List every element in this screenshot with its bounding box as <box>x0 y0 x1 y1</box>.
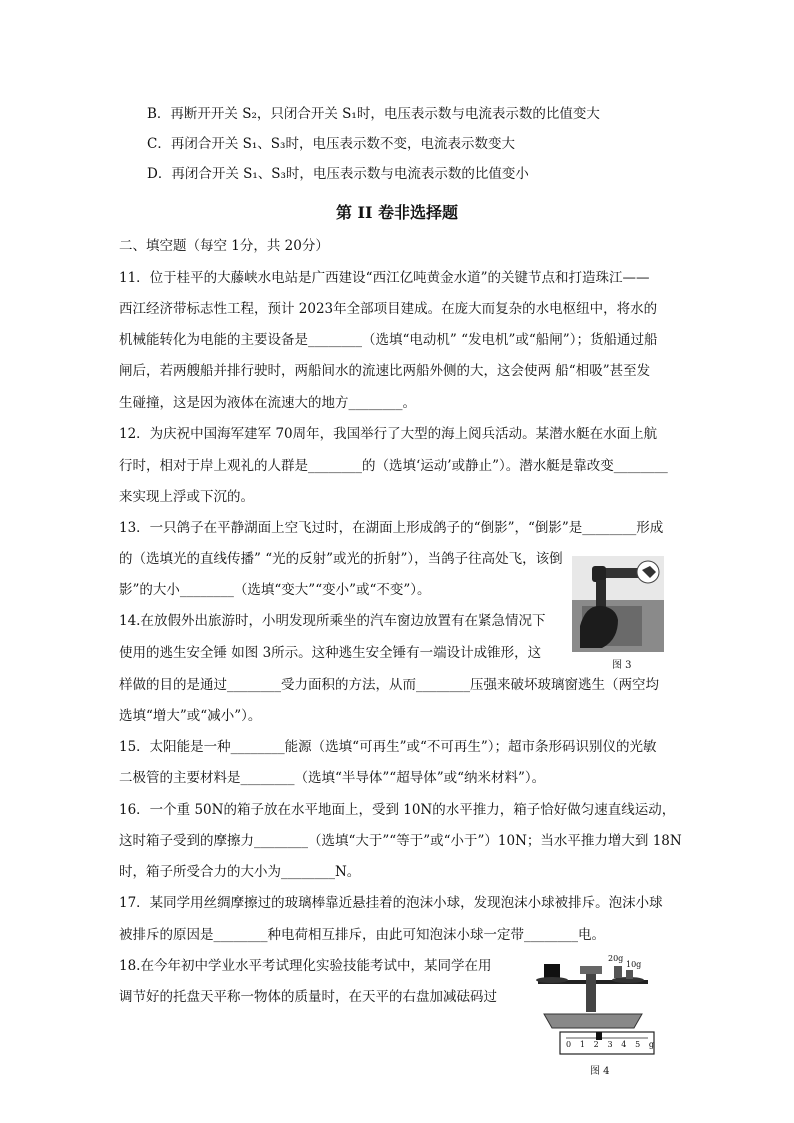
weight-label-20g: 20g <box>608 954 624 963</box>
q15-line-1: 15．太阳能是一种________能源（选填“可再生”或“不可再生”）；超市条形码识别仪的光敏 <box>119 739 657 755</box>
q13-line-3: 影”的大小________（选填“变大”“变小”或“不变”）。 <box>119 582 431 598</box>
option-c: C．再闭合开关 S₁、S₃时，电压表示数不变，电流表示数变大 <box>147 136 515 152</box>
option-b: B．再断开开关 S₂，只闭合开关 S₁时，电压表示数与电流表示数的比值变大 <box>147 106 600 122</box>
q13-line-1: 13．一只鸽子在平静湖面上空飞过时，在湖面上形成鸽子的“倒影”，“倒影”是________形成 <box>119 520 664 536</box>
scale-tick-2: 2 <box>593 1040 599 1049</box>
q14-line-4: 选填“增大”或“减小”）。 <box>119 708 262 724</box>
q11-line-4: 闸后，若两艘船并排行驶时，两船间水的流速比两船外侧的大，这会使两 船“相吸”甚至发 <box>119 363 651 379</box>
safety-hammer-photo <box>572 556 664 652</box>
q12-line-1: 12．为庆祝中国海军建军 70周年，我国举行了大型的海上阅兵活动。某潜水艇在水面上航 <box>119 426 658 442</box>
figure-4-caption: 图 4 <box>590 1066 610 1077</box>
section-heading: 二、填空题（每空 1分，共 20分） <box>119 238 329 254</box>
scale-tick-1: 1 <box>579 1040 585 1049</box>
q15-line-2: 二极管的主要材料是________（选填“半导体”“超导体”或“纳米材料”）。 <box>119 770 546 786</box>
q14-line-3: 样做的目的是通过________受力面积的方法，从而________压强来破坏玻璃窗逃生（两空均 <box>119 677 659 693</box>
figure-4-balance <box>530 952 660 1084</box>
figure-3-caption: 图 3 <box>612 660 632 671</box>
q11-line-2: 西江经济带标志性工程，预计 2023年全部项目建成。在庞大而复杂的水电枢纽中，将水的 <box>119 301 658 317</box>
q17-line-1: 17．某同学用丝绸摩擦过的玻璃棒靠近悬挂着的泡沫小球，发现泡沫小球被排斥。泡沫小球 <box>119 895 663 911</box>
option-d: D．再闭合开关 S₁、S₃时，电压表示数与电流表示数的比值变小 <box>147 166 529 182</box>
q17-line-2: 被排斥的原因是________种电荷相互排斥，由此可知泡沫小球一定带________电。 <box>119 927 605 943</box>
q12-line-2: 行时，相对于岸上观礼的人群是________的（选填‘运动’或静止”）。潜水艇是靠改变________ <box>119 458 668 474</box>
q16-line-1: 16．一个重 50N的箱子放在水平地面上，受到 10N的水平推力，箱子恰好做匀速直线运动， <box>119 802 676 818</box>
section-title: 第 II 卷非选择题 <box>335 203 459 222</box>
weight-label-10g: 10g <box>626 960 642 969</box>
scale-ticks <box>566 1040 654 1049</box>
q18-line-2: 调节好的托盘天平称一物体的质量时，在天平的右盘加减砝码过 <box>119 989 497 1005</box>
q11-line-3: 机械能转化为电能的主要设备是________（选填“电动机” “发电机”或“船闸”）；货船通过船 <box>119 332 658 348</box>
q18-line-1: 18.在今年初中学业水平考试理化实验技能考试中，某同学在用 <box>119 958 492 974</box>
scale-tick-3: 3 <box>607 1040 613 1049</box>
q14-line-2: 使用的逃生安全锤 如图 3所示。这种逃生安全锤有一端设计成锥形，这 <box>119 645 542 661</box>
q12-line-3: 来实现上浮或下沉的。 <box>119 489 254 505</box>
q11-line-1: 11．位于桂平的大藤峡水电站是广西建设“西江亿吨黄金水道”的关键节点和打造珠江—— <box>119 270 650 286</box>
q14-line-1: 14.在放假外出旅游时，小明发现所乘坐的汽车窗边放置有在紧急情况下 <box>119 613 546 629</box>
figure-3-safety-hammer <box>572 556 664 671</box>
scale-tick-0: 0 <box>566 1040 572 1049</box>
q11-line-5: 生碰撞，这是因为液体在流速大的地方________。 <box>119 395 416 411</box>
q16-line-3: 时，箱子所受合力的大小为________N。 <box>119 864 361 880</box>
scale-unit-g: g <box>648 1040 654 1049</box>
q16-line-2: 这时箱子受到的摩擦力________（选填“大于”“等于”或“小于”）10N；当水平推力增大到 18N <box>119 833 682 849</box>
scale-tick-4: 4 <box>621 1040 627 1049</box>
scale-tick-5: 5 <box>635 1040 641 1049</box>
q13-line-2: 的（选填光的直线传播” “光的反射”或光的折射”），当鸽子往高处飞，该倒 <box>119 551 563 567</box>
